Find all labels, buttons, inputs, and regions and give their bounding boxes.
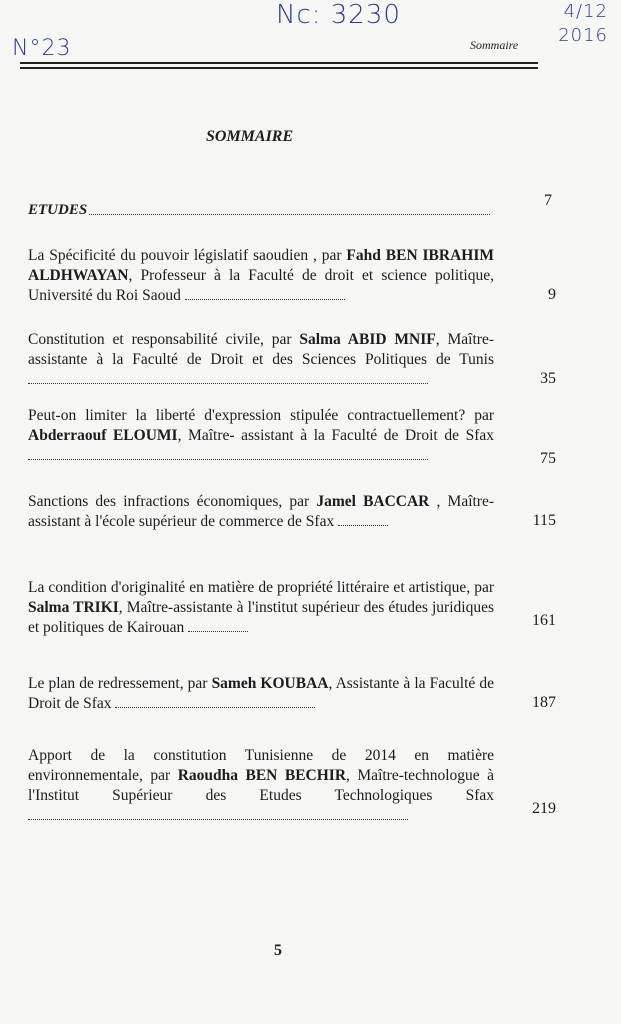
toc-entry bbox=[28, 246, 494, 306]
toc-entry bbox=[28, 578, 494, 638]
leader-dots bbox=[89, 202, 490, 215]
entry-affiliation: , Maître-assistante à l'institut supérieur des études juridiques et politiques de Kairouan bbox=[28, 599, 494, 636]
toc-entry bbox=[28, 674, 494, 714]
entry-author: Salma TRIKI bbox=[28, 599, 119, 616]
entry-page-number: 161 bbox=[532, 612, 556, 629]
entry-page-number: 9 bbox=[548, 286, 556, 303]
entry-affiliation: , Maître-technologue à l'Institut Supérieur des Etudes Technologiques Sfax bbox=[28, 767, 495, 804]
leader-dots bbox=[115, 697, 315, 708]
entry-author: Fahd BEN IBRAHIM ALDHWAYAN bbox=[28, 247, 494, 284]
page-title: SOMMAIRE bbox=[206, 128, 294, 145]
folio-page-number: 5 bbox=[274, 942, 282, 959]
entry-title: La condition d'originalité en matière de propriété littéraire et artistique, par bbox=[28, 579, 494, 596]
entry-page-number: 75 bbox=[540, 450, 556, 467]
leader-dots bbox=[28, 809, 408, 820]
entry-affiliation: , Maître- assistante à la Faculté de Droit et des Sciences Politiques de Tunis bbox=[28, 331, 494, 368]
entry-title: Apport de la constitution Tunisienne de 2014 en matière environnementale, par bbox=[28, 747, 494, 784]
entry-page-number: 35 bbox=[540, 370, 556, 387]
entry-author: Abderraouf ELOUMI bbox=[28, 427, 178, 444]
entry-author: Sameh KOUBAA bbox=[211, 675, 329, 692]
entry-title: Sanctions des infractions économiques, par bbox=[28, 493, 317, 510]
toc-entry bbox=[28, 492, 494, 532]
entry-title: Peut-on limiter la liberté d'expression stipulée contractuellement? par bbox=[28, 407, 494, 424]
leader-dots bbox=[188, 621, 248, 632]
entry-title: Constitution et responsabilité civile, par bbox=[28, 331, 300, 348]
header-rule bbox=[20, 62, 538, 64]
entry-affiliation: , Professeur à la Faculté de droit et science politique, Université du Roi Saoud bbox=[28, 267, 494, 304]
entry-author: Salma ABID MNIF bbox=[299, 331, 436, 348]
section-page-number: 7 bbox=[544, 192, 552, 209]
handwritten-issue-number: N°23 bbox=[12, 36, 72, 61]
handwritten-date bbox=[528, 0, 608, 48]
leader-dots bbox=[185, 289, 345, 300]
handwritten-date-year: 2016 bbox=[558, 25, 608, 46]
running-header: Sommaire bbox=[470, 38, 519, 52]
entry-page-number: 219 bbox=[532, 800, 556, 817]
entry-title: La Spécificité du pouvoir législatif saoudien , par bbox=[28, 247, 347, 264]
handwritten-nc-number: Nc: 3230 bbox=[276, 0, 401, 30]
section-etudes bbox=[28, 202, 492, 219]
toc-entry bbox=[28, 746, 494, 826]
entry-author: Jamel BACCAR bbox=[316, 493, 430, 510]
section-label: ETUDES bbox=[28, 202, 88, 218]
entry-page-number: 187 bbox=[532, 694, 556, 711]
toc-entry bbox=[28, 330, 494, 390]
toc-entry bbox=[28, 406, 494, 466]
leader-dots bbox=[28, 373, 428, 384]
entry-author: Raoudha BEN BECHIR bbox=[177, 767, 347, 784]
entry-title: Le plan de redressement, par bbox=[28, 675, 212, 692]
entry-affiliation: , Maître- assistant à l'école supérieur de commerce de Sfax bbox=[28, 493, 495, 530]
leader-dots bbox=[338, 515, 388, 526]
entry-affiliation: , Maître- assistant à la Faculté de Droit de Sfax bbox=[177, 427, 494, 444]
header-rule-double bbox=[20, 67, 538, 69]
entry-affiliation: , Assistante à la Faculté de Droit de Sfax bbox=[28, 675, 494, 712]
leader-dots bbox=[28, 449, 428, 460]
handwritten-date-top: 4/12 bbox=[563, 1, 608, 22]
entry-page-number: 115 bbox=[532, 512, 556, 529]
